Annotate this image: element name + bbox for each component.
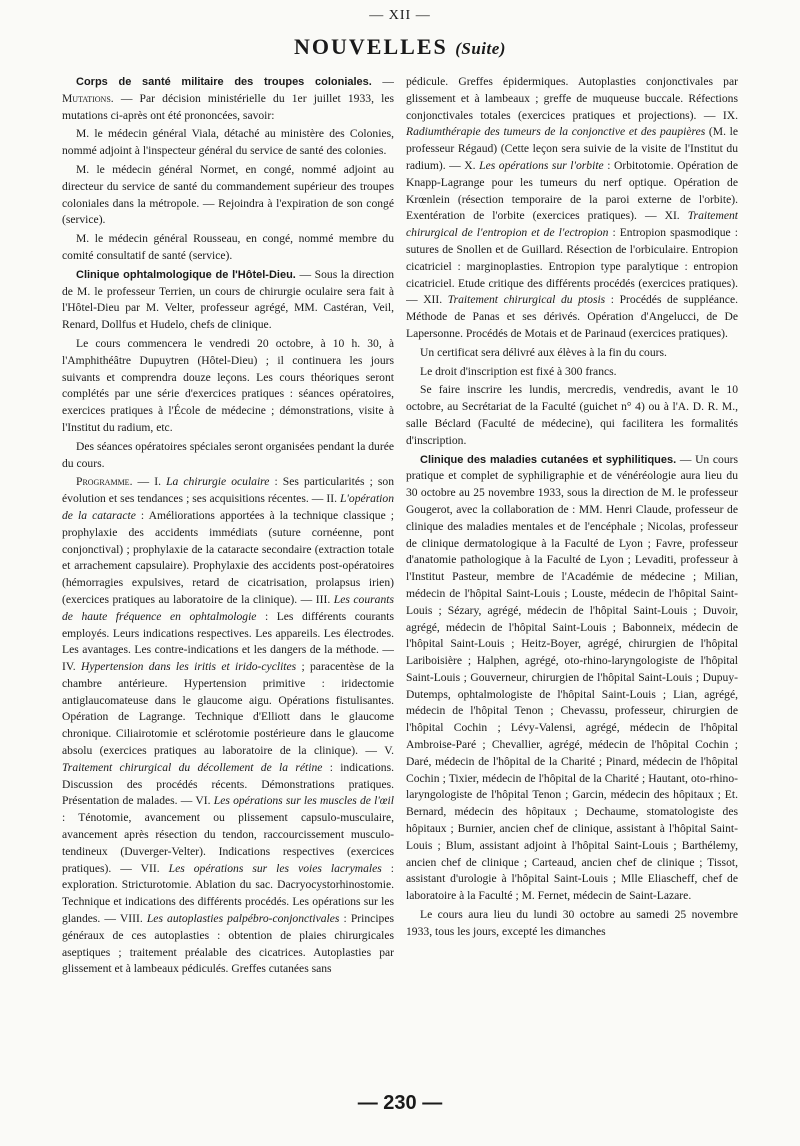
program-paragraph	[62, 474, 394, 978]
text-run: pédicule. Greffes épidermiques. Autoplasties conjonctivales par glissement et à lambeaux ; greffe de muqueuse buccale. Réfections conjonctivales totales (exercices pratiques et projections). — IX.	[406, 75, 738, 122]
italic-title: Radiumthérapie des tumeurs de la conjonctive et des paupières	[406, 125, 706, 139]
paragraph: M. le médecin général Rousseau, en congé, nommé membre du comité consultatif de santé (service).	[62, 232, 394, 262]
text-run: : Ténotomie, avancement ou plissement capsulo-musculaire, avancement après résection du tendon, raccourcissement musculo-tendineux (Duverger-Velter). Indications respectives (exercices pratiques). — VII.	[62, 811, 394, 875]
paragraph: Des séances opératoires spéciales seront organisées pendant la durée du cours.	[62, 439, 394, 470]
italic-title: Les opérations sur les muscles de l'œil	[213, 794, 394, 808]
small-caps-label: Mutations.	[62, 91, 114, 105]
paragraph	[62, 267, 394, 334]
text-run: : Entropion spasmodique : sutures de Snollen et de Guillard. Résection de l'orbiculaire. Entropion cicatriciel : marginoplasties. Entropion type paralytique : entropion cicatriciel. Etude critique des différents procédés (exercices pratiques). — XII.	[406, 226, 738, 307]
right-column	[406, 74, 738, 1086]
small-caps-label: Programme.	[76, 475, 133, 489]
italic-title: L'opération de la cataracte	[62, 492, 394, 522]
italic-title: Les opérations sur les voies lacrymales	[168, 861, 382, 875]
text-run: ; paracentèse de la chambre antérieure. Hypertension primitive : iridectomie antiglaucomateuse dans le glaucome aigu. Opérations fistulisantes. Opération de Lagrange. Technique d'Elliott dans le glaucome chronique. Ciliairotomie et sclérotomie postérieure dans le glaucome absolu (exercices pratiques au laboratoire de la clinique). — V.	[62, 660, 394, 758]
text-run: : exploration. Stricturotomie. Ablation du sac. Dacryocystorhinostomie. Technique et indications des différents procédés. Les opérations sur les glandes. — VIII.	[62, 861, 394, 926]
italic-title: Traitement chirurgical du ptosis	[447, 293, 606, 307]
paragraph: Le cours commencera le vendredi 20 octobre, à 10 h. 30, à l'Amphithéâtre Dupuytren (Hôtel-Dieu) ; il continuera les jours suivants et comprendra douze leçons. Les cours théoriques seront complétés par une série d'exercices pratiques : séances opératoires, exercices pratiques à l'École de médecine ; démonstrations, visite à l'Institut du radium, etc.	[62, 336, 394, 434]
text-run: : Orbitotomie. Opération de Knapp-Lagrange pour les tumeurs du nerf optique. Opération de Krœnlein (résection temporaire de la paroi externe de l'orbite). Exentération de l'orbite (exercices pratiques). — XI.	[406, 158, 738, 223]
text-run: : Procédés de suppléance. Méthode de Panas et ses dérivés. Opération d'Angelucci, de De Lapersonne. Procédés de Motais et de Parinaud (exercices pratiques).	[406, 293, 738, 340]
italic-title: Les autoplasties palpébro-conjonctivales	[146, 912, 340, 926]
italic-title: La chirurgie oculaire	[166, 475, 270, 489]
italic-title: Les opérations sur l'orbite	[479, 158, 604, 172]
paragraph: M. le médecin général Viala, détaché au ministère des Colonies, nommé adjoint à l'inspecteur général du service de santé des colonies.	[62, 127, 394, 158]
paragraph: Le droit d'inscription est fixé à 300 francs.	[420, 364, 617, 378]
paragraph: Se faire inscrire les lundis, mercredis, vendredis, avant le 10 octobre, au Secrétariat de la Faculté (guichet n° 4) ou à l'A. D. R. M., salle Béclard (Faculté de médecine), qui facilitera les formalités d'inscription.	[406, 383, 738, 447]
paragraph-text: — Par décision ministérielle du 1er juillet 1933, les mutations ci-après ont été prononcées, savoir:	[62, 91, 394, 122]
text-run: : Les différents courants employés. Leurs indications respectives. Les appareils. Les électrodes. Les avantages. Les contre-indications et les dangers de la méthode. — IV.	[62, 609, 394, 674]
paragraph	[62, 74, 394, 124]
program-continuation	[406, 74, 738, 343]
paragraph: Le cours aura lieu du lundi 30 octobre au samedi 25 novembre 1933, tous les jours, excepté les dimanches	[406, 908, 738, 938]
italic-title: Les courants de haute fréquence en ophtalmologie	[62, 592, 394, 623]
paragraph: Un certificat sera délivré aux élèves à la fin du cours.	[420, 345, 667, 359]
text-run: (M. le professeur Régaud) (Cette leçon sera suivie de la visite de l'Institut du radium). — X.	[406, 125, 738, 172]
paragraph	[406, 452, 738, 906]
section-heading: Clinique ophtalmologique de l'Hôtel-Dieu.	[76, 268, 296, 281]
section-heading: Clinique des maladies cutanées et syphilitiques.	[420, 453, 677, 466]
text-run: — I.	[132, 475, 167, 489]
page-number: — 230 —	[357, 1092, 443, 1114]
text-run: : Ses particularités ; son évolution et ses tendances ; ses acquisitions récentes. — II.	[62, 475, 394, 506]
text-columns	[62, 74, 738, 1086]
text-run: : indications. Discussion des procédés récents. Démonstrations pratiques. Présentation de malades. — VI.	[62, 760, 394, 808]
title-suite: (Suite)	[455, 39, 506, 58]
text-run: : Principes généraux de ces autoplasties : obtention de plaies chirurgicales aseptiques ; traitement préalable des cicatrices. Autoplasties par glissement et à lambeaux pédiculés. Greffes cutanées sans	[62, 912, 394, 976]
italic-title: Hypertension dans les iritis et irido-cyclites	[80, 660, 297, 674]
section-heading: Corps de santé militaire des troupes coloniales.	[76, 76, 372, 88]
paragraph-text: — Sous la direction de M. le professeur Terrien, un cours de chirurgie oculaire sera fait à l'Hôtel-Dieu par M. Velter, professeur agrégé, MM. Castéran, Veil, Renard, Dollfus et Hudelo, chefs de clinique.	[62, 267, 394, 332]
left-column	[62, 74, 394, 1086]
roman-page-marker: — XII —	[369, 8, 431, 23]
title-text: NOUVELLES	[294, 34, 448, 59]
paragraph-text: — Un cours pratique et complet de syphiligraphie et de vénéréologie aura lieu du 30 octobre au 25 novembre 1933, sous la direction de M. le professeur Gougerot, avec la collaboration de : MM. Henri Claude, professeur de clinique des maladies mentales et de l'encéphale ; Nicolas, professeur de clinique dermatologique à la Faculté de Lyon ; Favre, professeur d'anatomie pathologique à la Faculté de Lyon ; Levaditi, professeur à l'Institut Pasteur, membre de l'Académie de médecine ; Milian, médecin de l'hôpital Saint-Louis ; Louste, médecin de l'hôpital Saint-Louis ; Sézary, agrégé, médecin de l'hôpital Saint-Louis ; Duvoir, agrégé, médecin de l'hôpital Saint-Louis ; Babonneix, médecin de l'hôpital Saint-Louis ; Heitz-Boyer, agrégé, chirurgien de l'hôpital Lariboisière ; Halphen, agrégé, oto-rhino-laryngologiste de l'hôpital Saint-Louis ; Gouverneur, chirurgien de l'hôpital Saint-Louis ; Dupuy-Dutemps, ophtalmologiste de l'hôpital Saint-Louis ; Lian, agrégé, médecin de l'hôpital Tenon ; Chevassu, professeur, chirurgien de l'hôpital Cochin ; Lévy-Valensi, agrégé, médecin de l'hôpital Ambroise-Paré ; Chevallier, agrégé, médecin de l'hôpital Cochin ; Daré, médecin de l'hôpital de la Charité ; Pinard, médecin de l'hôpital Cochin ; Tixier, médecin de l'hôpital de la Charité ; Hautant, oto-rhino-laryngologiste de l'hôpital Tenon ; Garcin, médecin des hôpitaux ; Et. Bernard, médecin des hôpitaux ; Dechaume, stomatologiste des hôpitaux ; Burnier, ancien chef de clinique, assistant à l'hôpital Saint-Louis ; Blum, assistant adjoint à l'hôpital Saint-Louis ; Barthélemy, ancien chef de clinique ; Carteaud, ancien chef de clinique ; Tissot, assistant d'urologie à l'hôpital Saint-Louis ; Mlle Eliascheff, chef de laboratoire à la Faculté ; M. Fernet, médecin de Saint-Lazare.	[406, 452, 738, 903]
italic-title: Traitement chirurgical de l'entropion et de l'ectropion	[406, 209, 738, 240]
italic-title: Traitement chirurgical du décollement de la rétine	[62, 760, 323, 774]
paragraph: M. le médecin général Normet, en congé, nommé adjoint au directeur du service de santé du commandement supérieur des troupes coloniales dans la métropole. — Rejoindra à l'expiration de son congé (service).	[62, 162, 394, 227]
dash: —	[371, 75, 394, 88]
section-title	[0, 34, 800, 60]
text-run: : Améliorations apportées à la technique classique ; prophylaxie des accidents immédiats (suture cornéenne, pont conjonctival) ; prophylaxie de la cataracte secondaire (extraction totale et arrachement capsulaire). Prophylaxie des accidents post-opératoires (hémorragies expulsives, retard de cicatrisation, prolapsus irien) (exercices pratiques au laboratoire de la clinique). — III.	[62, 508, 394, 606]
